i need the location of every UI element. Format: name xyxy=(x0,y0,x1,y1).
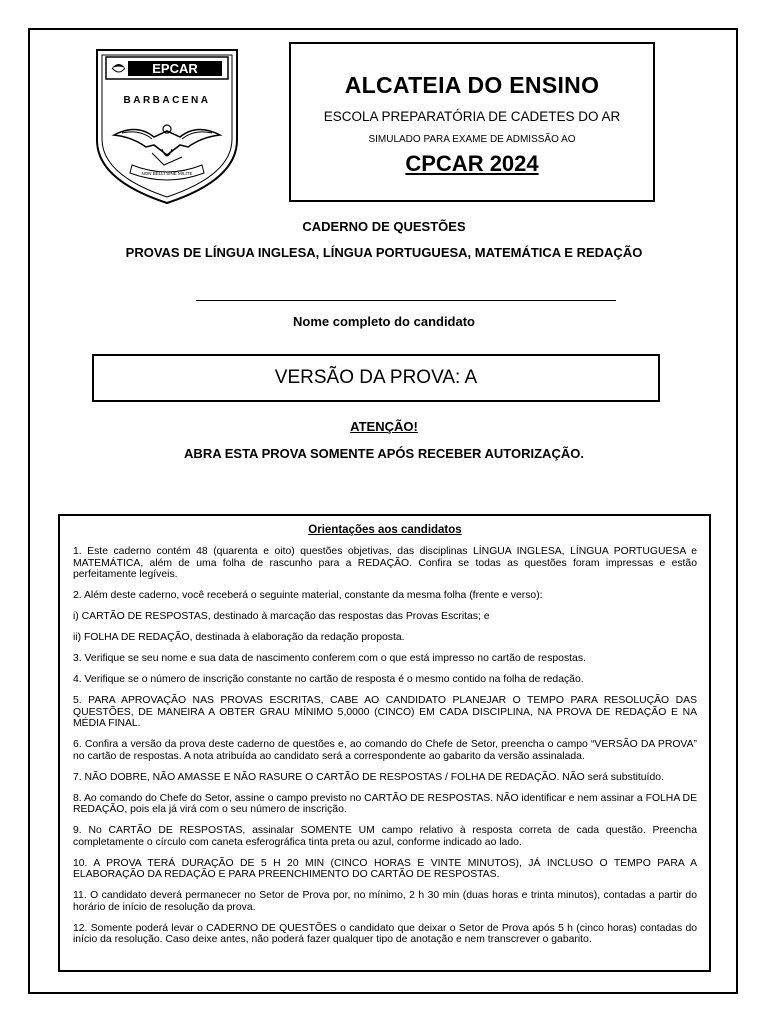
simulado-caption: SIMULADO PARA EXAME DE ADMISSÃO AO xyxy=(368,134,576,145)
candidate-name-line xyxy=(196,300,616,301)
crest-icon xyxy=(92,45,242,207)
instruction-item: ii) FOLHA DE REDAÇÃO, destinada à elaboração da redação proposta. xyxy=(73,632,405,643)
caderno-heading: CADERNO DE QUESTÕES xyxy=(302,219,466,234)
instructions-title: Orientações aos candidatos xyxy=(308,524,462,536)
instruction-item: 7. NÃO DOBRE, NÃO AMASSE E NÃO RASURE O CARTÃO DE RESPOSTAS / FOLHA DE REDAÇÃO. NÃO será substituído. xyxy=(73,771,664,783)
instruction-item: 5. PARA APROVAÇÃO NAS PROVAS ESCRITAS, CABE AO CANDIDATO PLANEJAR O TEMPO PARA RESOLUÇÃO DAS QUESTÕES, DE MANEIRA A OBTER GRAU MÍNIMO 5,0000 (CINCO) EM CADA DISCIPLINA, NA PROVA DE REDAÇÃO E NA MÉDIA FINAL. xyxy=(73,695,697,729)
attention-notice: ABRA ESTA PROVA SOMENTE APÓS RECEBER AUTORIZAÇÃO. xyxy=(184,446,584,461)
school-name-title: ALCATEIA DO ENSINO xyxy=(344,72,600,98)
instruction-item: 1. Este caderno contém 48 (quarenta e oito) questões objetivas, das disciplinas LÍNGUA INGLESA, LÍNGUA PORTUGUESA e MATEMÁTICA, além de uma folha de rascunho para a REDAÇÃO. Confira se todas as questões foram impressas e estão perfeitamente legíveis. xyxy=(73,546,697,580)
exam-version-text: VERSÃO DA PROVA: A xyxy=(274,367,478,388)
candidate-name-label: Nome completo do candidato xyxy=(292,314,475,329)
instruction-item: 11. O candidato deverá permanecer no Setor de Prova por, no mínimo, 2 h 30 min (duas horas e trinta minutos), contadas a partir do horário de início de resolução da prova. xyxy=(73,890,697,913)
crest-banner-text: EPCAR xyxy=(152,61,198,76)
epcar-crest-logo xyxy=(92,45,242,207)
instruction-item: 9. No CARTÃO DE RESPOSTAS, assinalar SOMENTE UM campo relativo à resposta correta de cada questão. Preencha completamente o círculo com caneta esferográfica tinta preta ou azul, conforme indicado ao lado. xyxy=(73,825,697,848)
provas-heading: PROVAS DE LÍNGUA INGLESA, LÍNGUA PORTUGUESA, MATEMÁTICA E REDAÇÃO xyxy=(125,245,643,260)
crest-motto-text: NON BELLI SINE MILITE xyxy=(141,171,193,176)
header-title-box xyxy=(289,42,655,202)
attention-heading: ATENÇÃO! xyxy=(350,419,418,434)
instruction-item: 3. Verifique se seu nome e sua data de nascimento conferem com o que está impresso no cartão de respostas. xyxy=(73,653,586,664)
school-subtitle: ESCOLA PREPARATÓRIA DE CADETES DO AR xyxy=(323,109,621,124)
instructions-box xyxy=(58,514,711,972)
instruction-item: 12. Somente poderá levar o CADERNO DE QUESTÕES o candidato que deixar o Setor de Prova após 5 h (cinco horas) contadas do início da resolução. Caso deixe antes, não poderá fazer qualquer tipo de anotação e nem transcrever o gabarito. xyxy=(73,922,697,945)
crest-city-text: BARBACENA xyxy=(123,95,211,106)
instruction-item: 8. Ao comando do Chefe do Setor, assine o campo previsto no CARTÃO DE RESPOSTAS. NÃO identificar e nem assinar a FOLHA DE REDAÇÃO, pois ela já virá com o seu número de inscrição. xyxy=(73,792,697,815)
instruction-item: i) CARTÃO DE RESPOSTAS, destinado à marcação das respostas das Provas Escritas; e xyxy=(73,611,490,622)
exam-version-box xyxy=(92,354,660,402)
instruction-item: 6. Confira a versão da prova deste caderno de questões e, ao comando do Chefe de Setor, preencha o campo “VERSÃO DA PROVA” no cartão de respostas. A nota atribuída ao candidato será a correspondente ao gabarito da versão assinalada. xyxy=(73,739,697,762)
exam-name: CPCAR 2024 xyxy=(405,151,539,176)
instruction-item: 4. Verifique se o número de inscrição constante no cartão de resposta é o mesmo contido na folha de redação. xyxy=(73,674,584,685)
instruction-item: 10. A PROVA TERÁ DURAÇÃO DE 5 H 20 MIN (CINCO HORAS E VINTE MINUTOS), JÁ INCLUSO O TEMPO PARA A ELABORAÇÃO DA REDAÇÃO E PARA PREENCHIMENTO DO CARTÃO DE RESPOSTAS. xyxy=(73,857,697,880)
instruction-item: 2. Além deste caderno, você receberá o seguinte material, constante da mesma folha (frente e verso): xyxy=(73,590,543,601)
